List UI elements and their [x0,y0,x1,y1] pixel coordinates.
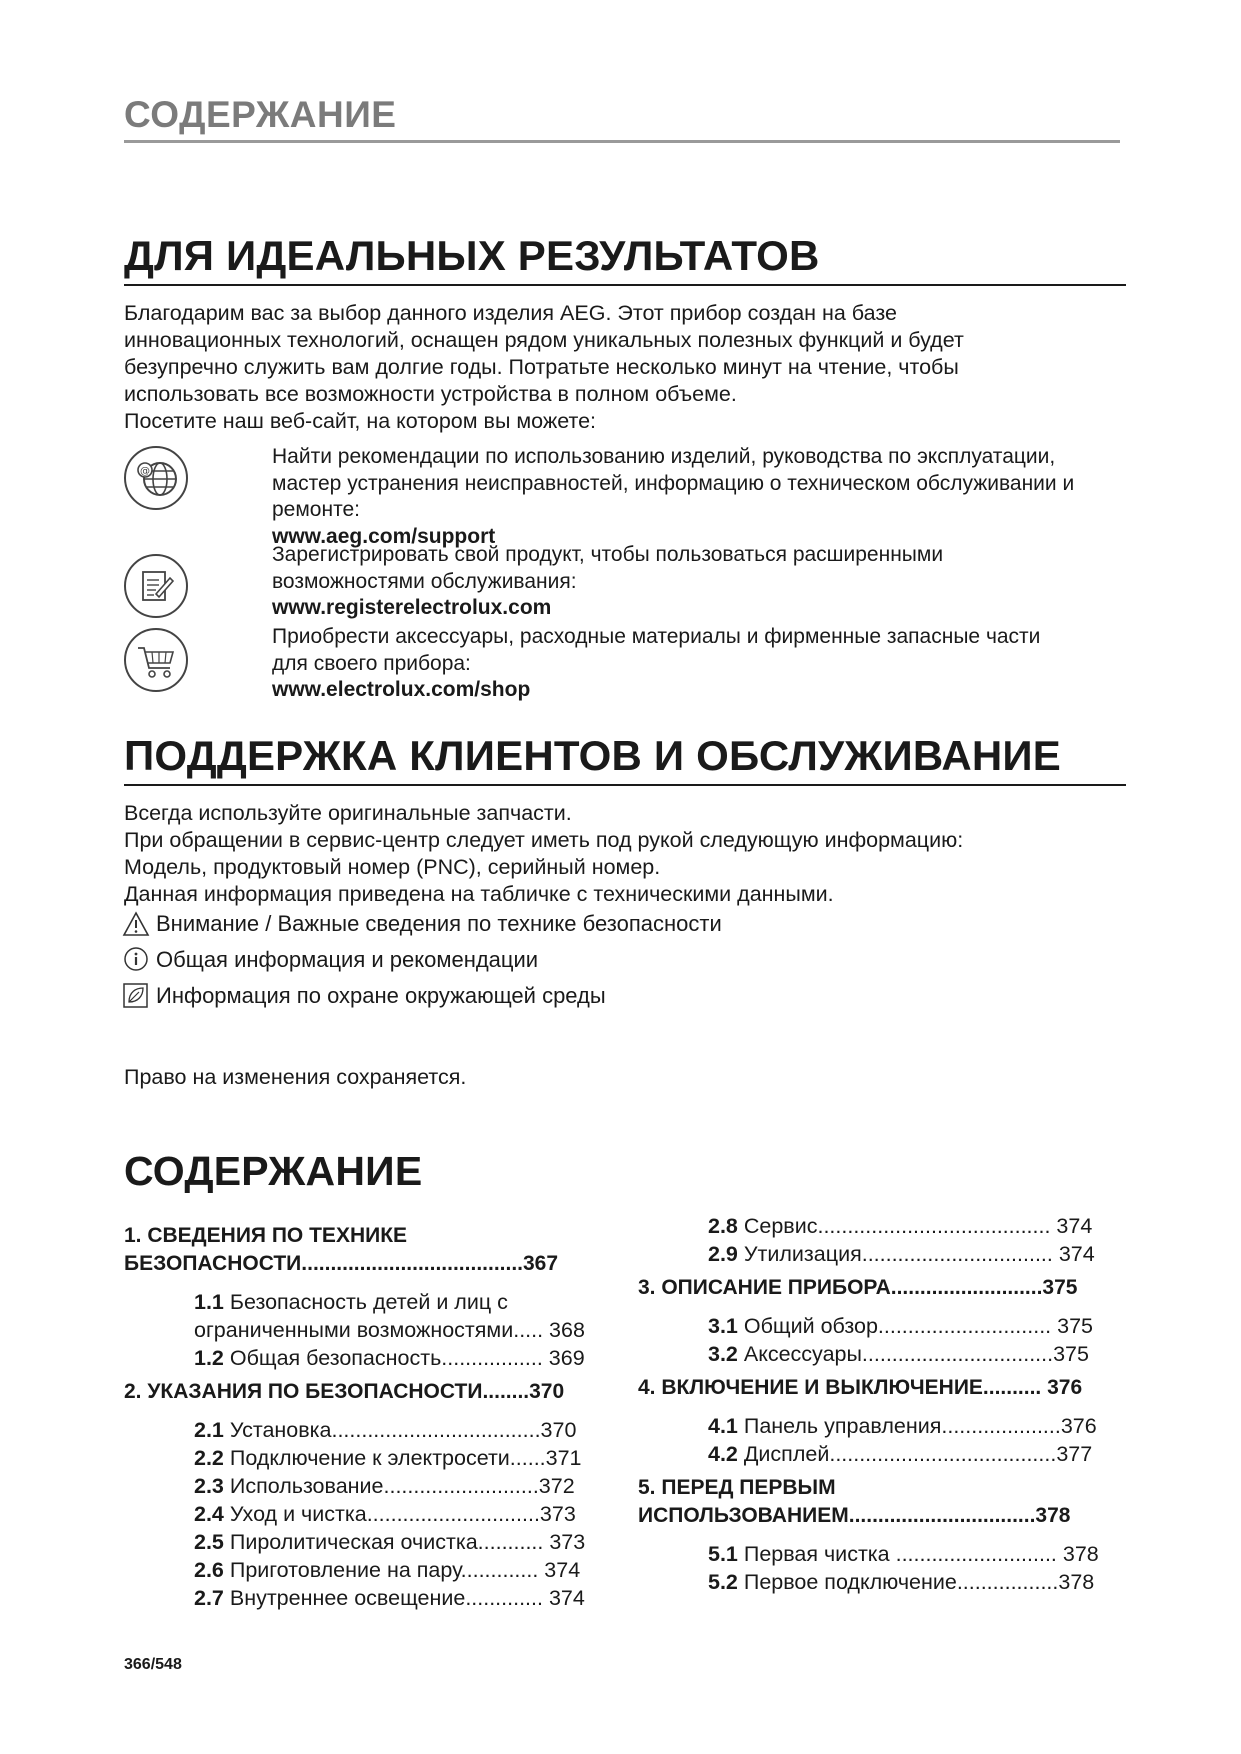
toc-subsection-entry[interactable] [638,1412,1138,1440]
legend-info [122,946,538,974]
toc-subsection-text: Установка...................................370 [223,1418,577,1442]
web-item-text: Найти рекомендации по использованию изделий, руководства по эксплуатации, [272,445,1056,468]
toc-section-line: 5. ПЕРЕД ПЕРВЫМ [638,1476,836,1499]
web-item-text: Зарегистрировать свой продукт, чтобы пользоваться расширенными [272,543,944,566]
web-item-text: для своего прибора: [272,651,471,675]
toc-subsection-number: 2.7 [194,1586,224,1610]
toc-title: СОДЕРЖАНИЕ [124,1148,423,1194]
toc-subsection-line [708,1212,1138,1240]
toc-subsection-entry[interactable] [638,1240,1138,1268]
toc-subsection-number: 2.5 [194,1530,224,1554]
header-divider [124,140,1120,143]
toc-subsection-line [194,1500,624,1528]
results-intro [124,300,1134,435]
toc-subsection-number: 2.6 [194,1558,224,1582]
toc-subsection-line [194,1584,624,1612]
toc-subsection-entry[interactable] [124,1584,624,1612]
toc-subsection-number: 3.1 [708,1314,738,1338]
header-title: СОДЕРЖАНИЕ [124,94,397,135]
intro-line: Посетите наш веб-сайт, на котором вы можете: [124,409,597,433]
support-line: Всегда используйте оригинальные запчасти. [124,801,572,825]
toc-section-entry[interactable] [638,1274,1138,1302]
toc-subsection-text: Сервис....................................... 374 [737,1214,1093,1238]
register-link[interactable]: www.registerelectrolux.com [272,596,552,619]
toc-subsection-line [194,1472,624,1500]
shop-link[interactable]: www.electrolux.com/shop [272,678,531,701]
toc-subsection-number: 2.8 [708,1214,738,1238]
support-link[interactable]: www.aeg.com/support [272,524,496,548]
legend-text: Внимание / Важные сведения по технике безопасности [156,911,722,936]
web-item-text: мастер устранения неисправностей, информацию о техническом обслуживании и [272,471,1075,495]
toc-subsection-entry[interactable] [124,1444,624,1472]
page-number: 366/548 [124,1656,182,1673]
intro-line: Благодарим вас за выбор данного изделия AEG. Этот прибор создан на базе [124,301,897,325]
toc-subsection-entry[interactable] [638,1568,1138,1596]
results-title: ДЛЯ ИДЕАЛЬНЫХ РЕЗУЛЬТАТОВ [124,232,820,279]
toc-subsection-entry[interactable] [638,1540,1138,1568]
toc-subsection-entry[interactable] [124,1556,624,1584]
toc-subsection-text: Приготовление на пару............. 374 [223,1558,581,1582]
web-item-text: ремонте: [272,498,360,521]
cart-icon [124,628,188,692]
intro-line: использовать все возможности устройства в полном объеме. [124,382,737,406]
support-title: ПОДДЕРЖКА КЛИЕНТОВ И ОБСЛУЖИВАНИЕ [124,732,1062,779]
toc-subsection-text: Общий обзор............................. 375 [737,1314,1093,1338]
toc-subsection-line [194,1416,624,1444]
toc-subsection-line [194,1288,624,1316]
toc-section-line: 2. УКАЗАНИЯ ПО БЕЗОПАСНОСТИ........370 [124,1380,565,1403]
toc-subsection-number: 4.2 [708,1442,738,1466]
warning-icon [122,910,150,938]
intro-line: инновационных технологий, оснащен рядом уникальных полезных функций и будет [124,328,964,352]
toc-subsection-number: 2.9 [708,1242,738,1266]
toc-subsection-line [194,1444,624,1472]
toc-subsection-line [708,1540,1138,1568]
toc-subsection-line [708,1568,1138,1596]
toc-subsection-line [194,1344,624,1372]
support-line: Данная информация приведена на табличке с техническими данными. [124,882,834,906]
toc-subsection-line [194,1556,624,1584]
toc-subsection-entry[interactable] [124,1500,624,1528]
toc-section-entry[interactable] [638,1474,1138,1530]
toc-subsection-text: Общая безопасность................. 369 [223,1346,585,1370]
toc-subsection-entry[interactable] [124,1416,624,1444]
toc-section-entry[interactable] [124,1378,624,1406]
web-item-text: Приобрести аксессуары, расходные материалы и фирменные запасные части [272,625,1041,648]
toc-subsection-text: Использование..........................372 [223,1474,575,1498]
toc-subsection-line [708,1312,1138,1340]
support-divider [124,784,1126,786]
toc-subsection-text: Уход и чистка.............................373 [223,1502,576,1526]
toc-subsection-line [194,1316,624,1344]
toc-section-entry[interactable] [638,1374,1138,1402]
toc-subsection-text: Первая чистка ........................... 378 [737,1542,1099,1566]
toc-subsection-text: Утилизация................................ 374 [737,1242,1095,1266]
toc-subsection-line [708,1340,1138,1368]
support-line: Модель, продуктовый номер (PNC), серийный номер. [124,855,661,879]
legend-warning [122,910,722,938]
legend-text: Информация по охране окружающей среды [156,983,606,1008]
toc-subsection-line [194,1528,624,1556]
toc-subsection-number: 1.1 [194,1290,224,1314]
toc-subsection-entry[interactable] [124,1528,624,1556]
leaf-icon [122,982,150,1010]
web-item-text: возможностями обслуживания: [272,569,577,593]
intro-line: безупречно служить вам долгие годы. Потратьте несколько минут на чтение, чтобы [124,355,959,379]
info-icon [122,946,150,974]
toc-subsection-entry[interactable] [124,1472,624,1500]
toc-subsection-text: Первое подключение.................378 [737,1570,1095,1594]
register-icon [124,554,188,618]
toc-subsection-text: ограниченными возможностями..... 368 [194,1318,585,1342]
web-item-shop [272,624,1142,704]
toc-subsection-number: 2.2 [194,1446,224,1470]
legend-environment [122,982,606,1010]
toc-subsection-line [708,1412,1138,1440]
toc-subsection-number: 1.2 [194,1346,224,1370]
support-note: Право на изменения сохраняется. [124,1065,467,1089]
toc-subsection-number: 2.4 [194,1502,224,1526]
toc-section-entry[interactable] [124,1222,624,1278]
toc-section-line: БЕЗОПАСНОСТИ......................................367 [124,1252,559,1275]
toc-subsection-text: Дисплей......................................377 [737,1442,1093,1466]
toc-subsection-entry[interactable] [638,1440,1138,1468]
toc-subsection-entry[interactable] [124,1344,624,1372]
web-item-support [272,444,1142,550]
globe-icon [124,446,188,510]
toc-section-line: 1. СВЕДЕНИЯ ПО ТЕХНИКЕ [124,1224,408,1247]
toc-subsection-entry[interactable] [638,1212,1138,1240]
toc-subsection-number: 2.3 [194,1474,224,1498]
toc-left-column [124,1216,624,1612]
toc-subsection-number: 3.2 [708,1342,738,1366]
toc-subsection-number: 5.2 [708,1570,738,1594]
svg-text:@: @ [140,466,150,477]
support-line: При обращении в сервис-центр следует иметь под рукой следующую информацию: [124,828,964,852]
toc-subsection-number: 2.1 [194,1418,224,1442]
toc-section-line: ИСПОЛЬЗОВАНИЕМ................................378 [638,1504,1071,1527]
toc-subsection-text: Панель управления....................376 [737,1414,1097,1438]
toc-subsection-entry[interactable] [638,1312,1138,1340]
results-divider [124,284,1126,286]
legend-text: Общая информация и рекомендации [156,947,539,972]
web-item-register [272,542,1142,622]
toc-subsection-line [708,1440,1138,1468]
toc-right-column [638,1212,1138,1596]
toc-subsection-line [708,1240,1138,1268]
toc-subsection-text: Безопасность детей и лиц с [223,1290,508,1314]
toc-subsection-entry[interactable] [638,1340,1138,1368]
toc-section-line: 4. ВКЛЮЧЕНИЕ И ВЫКЛЮЧЕНИЕ.......... 376 [638,1376,1083,1399]
toc-subsection-text: Подключение к электросети......371 [223,1446,582,1470]
toc-subsection-entry[interactable] [124,1288,624,1344]
toc-section-line: 3. ОПИСАНИЕ ПРИБОРА..........................375 [638,1276,1078,1299]
toc-subsection-text: Внутреннее освещение............. 374 [223,1586,585,1610]
toc-subsection-text: Пиролитическая очистка........... 373 [223,1530,586,1554]
support-text [124,800,1134,908]
toc-subsection-number: 5.1 [708,1542,738,1566]
toc-subsection-text: Аксессуары................................375 [737,1342,1089,1366]
toc-subsection-number: 4.1 [708,1414,738,1438]
